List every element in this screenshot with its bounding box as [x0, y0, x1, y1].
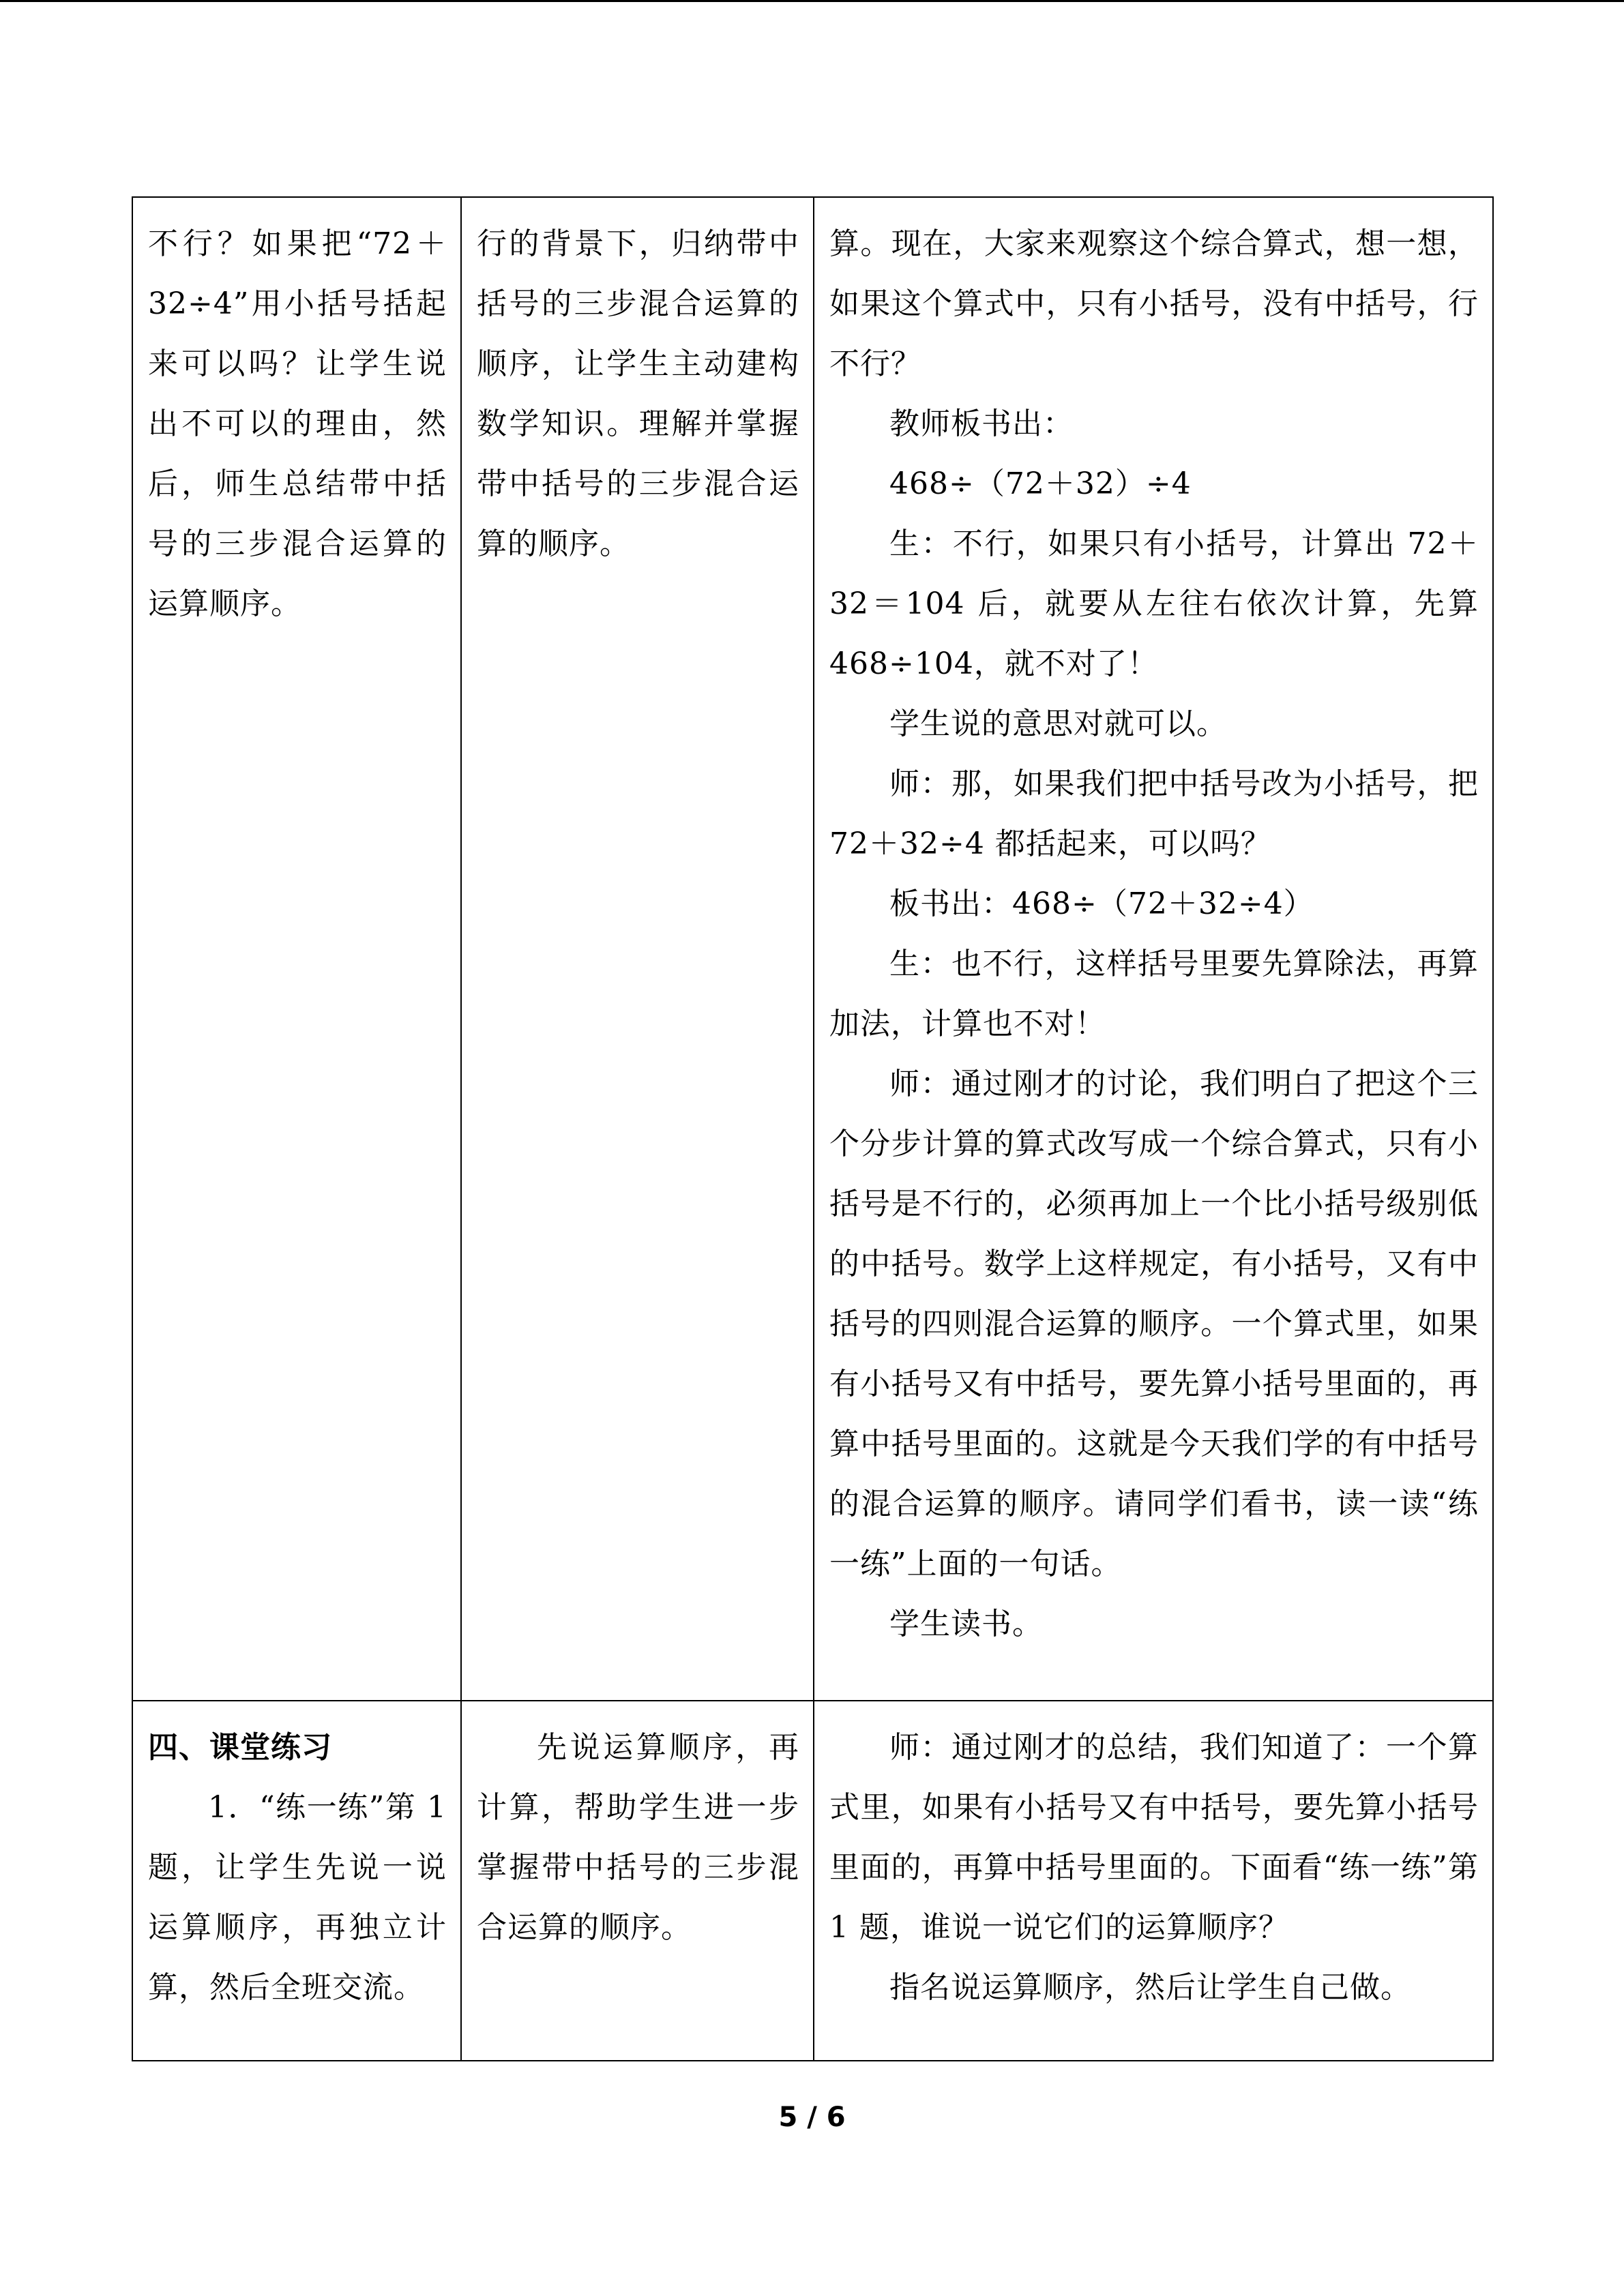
top-border-line — [0, 0, 1624, 2]
cell-paragraph: 1．“练一练”第 1 题，让学生先说一说运算顺序，再独立计算，然后全班交流。 — [148, 1790, 447, 2005]
cell-paragraph: 468÷（72＋32）÷4 — [889, 466, 1192, 501]
lesson-plan-table — [132, 196, 1494, 2061]
cell-paragraph: 师：通过刚才的讨论，我们明白了把这个三个分步计算的算式改写成一个综合算式，只有小括号是不行的，必须再加上一个比小括号级别低的中括号。数学上这样规定，有小括号，又有中括号的四则混合运算的顺序。一个算式里，如果有小括号又有中括号，要先算小括号里面的，再算中括号里面的。这就是今天我们学的有中括号的混合运算的顺序。请同学们看书，读一读“练一练”上面的一句话。 — [829, 1067, 1479, 1581]
cell-paragraph: 不行？如果把“72＋32÷4”用小括号括起来可以吗？让学生说出不可以的理由，然后，师生总结带中括号的三步混合运算的运算顺序。 — [148, 226, 447, 621]
cell-paragraph: 师：那，如果我们把中括号改为小括号，把 72＋32÷4 都括起来，可以吗？ — [829, 766, 1479, 861]
cell-paragraph: 行的背景下，归纳带中括号的三步混合运算的顺序，让学生主动建构数学知识。理解并掌握带中括号的三步混合运算的顺序。 — [477, 226, 799, 561]
table-row — [132, 197, 1493, 1701]
cell-paragraph: 生：不行，如果只有小括号，计算出 72＋32＝104 后，就要从左往右依次计算，先算 468÷104，就不对了！ — [829, 526, 1479, 681]
cell-paragraph: 算。现在，大家来观察这个综合算式，想一想，如果这个算式中，只有小括号，没有中括号，行不行？ — [829, 226, 1479, 381]
cell-paragraph: 板书出：468÷（72＋32÷4） — [889, 886, 1314, 921]
cell-paragraph: 先说运算顺序，再计算，帮助学生进一步掌握带中括号的三步混合运算的顺序。 — [477, 1730, 799, 1945]
design-intent-cell — [461, 197, 814, 1701]
cell-paragraph: 学生读书。 — [889, 1607, 1043, 1641]
teaching-process-cell — [132, 197, 461, 1701]
classroom-dialogue-cell — [814, 197, 1493, 1701]
page-number: 5 / 6 — [778, 2102, 846, 2133]
section-heading: 四、课堂练习 — [148, 1730, 332, 1765]
classroom-dialogue-cell — [814, 1701, 1493, 2061]
cell-paragraph: 学生说的意思对就可以。 — [889, 706, 1227, 741]
teaching-process-cell — [132, 1701, 461, 2061]
design-intent-cell — [461, 1701, 814, 2061]
table-row — [132, 1701, 1493, 2061]
cell-paragraph: 生：也不行，这样括号里要先算除法，再算加法，计算也不对！ — [829, 946, 1479, 1041]
cell-paragraph: 师：通过刚才的总结，我们知道了：一个算式里，如果有小括号又有中括号，要先算小括号里面的，再算中括号里面的。下面看“练一练”第 1 题，谁说一说它们的运算顺序？ — [829, 1730, 1479, 1945]
cell-paragraph: 指名说运算顺序，然后让学生自己做。 — [889, 1970, 1411, 2005]
cell-paragraph: 教师板书出： — [889, 406, 1074, 441]
